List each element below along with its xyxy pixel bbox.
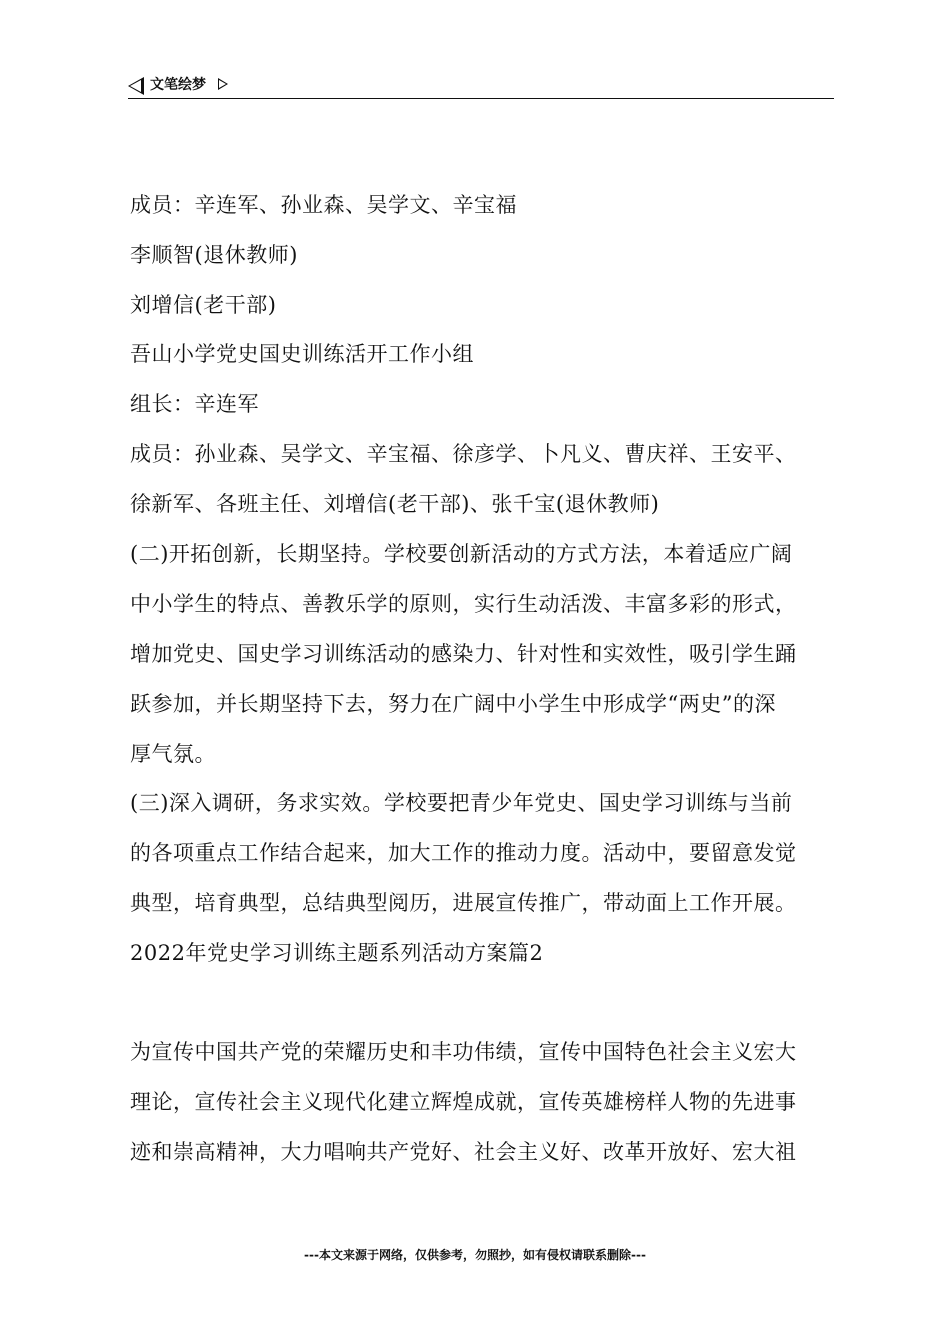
text-line: (三)深入调研，务求实效。学校要把青少年党史、国史学习训练与当前 [130, 791, 793, 815]
text-line: 李顺智(退休教师) [130, 243, 298, 267]
text-line: 刘增信(老干部) [130, 293, 277, 317]
text-line: 成员：孙业森、吴学文、辛宝福、徐彦学、卜凡义、曹庆祥、王安平、 [130, 442, 797, 466]
text-line: 典型，培育典型，总结典型阅历，进展宣传推广，带动面上工作开展。 [130, 891, 797, 915]
text-line: 迹和崇高精神，大力唱响共产党好、社会主义好、改革开放好、宏大祖 [130, 1140, 797, 1164]
header-title: 文笔绘梦 [150, 77, 206, 93]
text-line: (二)开拓创新，长期坚持。学校要创新活动的方式方法，本着适应广阔 [130, 542, 793, 566]
text-line: 中小学生的特点、善教乐学的原则，实行生动活泼、丰富多彩的形式， [130, 592, 797, 616]
text-line: 组长：辛连军 [130, 392, 259, 416]
page-header [128, 74, 834, 98]
text-line: 为宣传中国共产党的荣耀历史和丰功伟绩，宣传中国特色社会主义宏大 [130, 1040, 797, 1064]
text-line: 理论，宣传社会主义现代化建立辉煌成就，宣传英雄榜样人物的先进事 [130, 1090, 797, 1114]
text-line: 成员：辛连军、孙业森、吴学文、辛宝福 [130, 193, 517, 217]
right-triangle-icon [218, 78, 228, 90]
text-line: 的各项重点工作结合起来，加大工作的推动力度。活动中，要留意发觉 [130, 841, 797, 865]
page-footer: ---本文来源于网络，仅供参考，勿照抄，如有侵权请联系删除--- [304, 1248, 646, 1262]
text-line: 跃参加，并长期坚持下去，努力在广阔中小学生中形成学“两史”的深 [130, 692, 776, 716]
text-line: 徐新军、各班主任、刘增信(老干部)、张千宝(退休教师) [130, 492, 660, 516]
section-heading: 2022年党史学习训练主题系列活动方案篇2 [130, 941, 544, 965]
text-line: 吾山小学党史国史训练活开工作小组 [130, 342, 474, 366]
left-triangle-icon [128, 77, 144, 95]
text-line: 厚气氛。 [130, 742, 216, 766]
header-divider [128, 98, 834, 99]
text-line: 增加党史、国史学习训练活动的感染力、针对性和实效性，吸引学生踊 [130, 642, 797, 666]
